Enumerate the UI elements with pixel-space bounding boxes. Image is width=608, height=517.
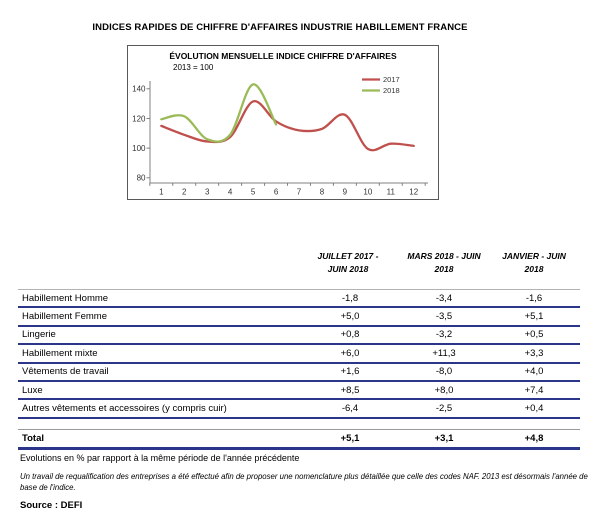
chart-title: ÉVOLUTION MENSUELLE INDICE CHIFFRE D'AFFAIRES bbox=[169, 51, 397, 61]
table-row bbox=[18, 345, 580, 363]
legend-label-2018: 2018 bbox=[383, 86, 400, 96]
row-label: Habillement Homme bbox=[22, 292, 109, 304]
row-value: +0,5 bbox=[524, 329, 544, 341]
row-label: Autres vêtements et accessoires (y compris cuir) bbox=[22, 403, 227, 415]
column-header bbox=[400, 250, 488, 276]
row-label: Lingerie bbox=[22, 329, 56, 341]
svg-text:120: 120 bbox=[132, 114, 146, 124]
axes bbox=[147, 81, 429, 186]
row-value: -6,4 bbox=[341, 403, 359, 415]
y-axis-labels bbox=[132, 85, 146, 183]
table-row bbox=[18, 364, 580, 382]
row-value: +4,0 bbox=[524, 366, 544, 378]
chart-panel bbox=[127, 45, 439, 200]
svg-text:140: 140 bbox=[132, 84, 146, 94]
row-value: +8,5 bbox=[340, 384, 360, 396]
column-header-line1: JANVIER - JUIN bbox=[502, 251, 566, 261]
svg-text:100: 100 bbox=[132, 143, 146, 153]
x-axis-labels bbox=[159, 188, 419, 197]
svg-text:1: 1 bbox=[159, 187, 164, 197]
row-value: +11,3 bbox=[432, 347, 456, 359]
row-value: +8,0 bbox=[434, 384, 454, 396]
results-table bbox=[18, 289, 580, 419]
svg-text:2: 2 bbox=[182, 187, 187, 197]
total-label: Total bbox=[22, 433, 44, 444]
table-row bbox=[18, 289, 580, 308]
row-value: +5,1 bbox=[524, 311, 544, 323]
table-row bbox=[18, 400, 580, 418]
svg-text:9: 9 bbox=[342, 187, 348, 197]
column-header bbox=[296, 250, 400, 276]
row-label: Vêtements de travail bbox=[22, 366, 109, 378]
row-label: Habillement Femme bbox=[22, 311, 107, 323]
header-spacer bbox=[18, 250, 296, 276]
column-header-line2: JUIN 2018 bbox=[327, 264, 369, 274]
svg-text:10: 10 bbox=[363, 187, 373, 197]
row-value: -3,2 bbox=[435, 329, 453, 341]
row-value: +6,0 bbox=[340, 347, 360, 359]
row-value: -2,5 bbox=[435, 403, 453, 415]
chart-subtitle: 2013 = 100 bbox=[173, 63, 214, 72]
row-value: +5,0 bbox=[340, 311, 360, 323]
row-value: -3,5 bbox=[435, 311, 453, 323]
page-title: INDICES RAPIDES DE CHIFFRE D'AFFAIRES INDUSTRIE HABILLEMENT FRANCE bbox=[92, 22, 468, 33]
row-value: +7,4 bbox=[524, 384, 544, 396]
total-value: +5,1 bbox=[340, 433, 360, 444]
row-label: Luxe bbox=[22, 384, 43, 396]
svg-text:11: 11 bbox=[386, 187, 395, 197]
legend-label-2017: 2017 bbox=[383, 75, 400, 85]
column-header-line1: JUILLET 2017 - bbox=[317, 251, 379, 261]
row-value: -1,8 bbox=[341, 292, 359, 304]
column-header-line2: 2018 bbox=[524, 264, 544, 274]
table-row bbox=[18, 382, 580, 400]
column-header-line1: MARS 2018 - JUIN bbox=[407, 251, 481, 261]
column-header-line2: 2018 bbox=[434, 264, 454, 274]
svg-text:12: 12 bbox=[409, 187, 419, 197]
svg-text:7: 7 bbox=[296, 187, 302, 197]
total-value: +4,8 bbox=[524, 433, 544, 444]
legend bbox=[362, 75, 400, 95]
series-2017 bbox=[161, 101, 413, 150]
row-value: +0,4 bbox=[524, 403, 544, 415]
row-value: +0,8 bbox=[340, 329, 360, 341]
line-chart bbox=[128, 46, 438, 199]
row-value: -3,4 bbox=[435, 292, 453, 304]
row-value: -1,6 bbox=[525, 292, 543, 304]
row-value: -8,0 bbox=[435, 366, 453, 378]
svg-text:80: 80 bbox=[136, 173, 146, 183]
row-label: Habillement mixte bbox=[22, 347, 98, 359]
svg-text:3: 3 bbox=[204, 187, 210, 197]
total-value: +3,1 bbox=[434, 433, 454, 444]
table-row bbox=[18, 327, 580, 345]
svg-text:6: 6 bbox=[273, 187, 279, 197]
svg-text:8: 8 bbox=[319, 187, 325, 197]
table-row bbox=[18, 308, 580, 326]
table-header-row bbox=[18, 250, 580, 276]
methodology-note: Un travail de requalification des entreprises a été effectué afin de proposer une nomenclature plus détaillée que celle des codes NAF. 2013 est désormais l'année de base de l'indice. bbox=[20, 472, 588, 492]
svg-text:4: 4 bbox=[227, 187, 233, 197]
source-line: Source : DEFI bbox=[20, 500, 83, 511]
table-footnote: Evolutions en % par rapport à la même période de l'année précédente bbox=[20, 453, 300, 463]
total-row bbox=[18, 429, 580, 450]
row-value: +1,6 bbox=[340, 366, 360, 378]
row-value: +3,3 bbox=[524, 347, 544, 359]
column-header bbox=[488, 250, 580, 276]
svg-text:5: 5 bbox=[250, 187, 256, 197]
